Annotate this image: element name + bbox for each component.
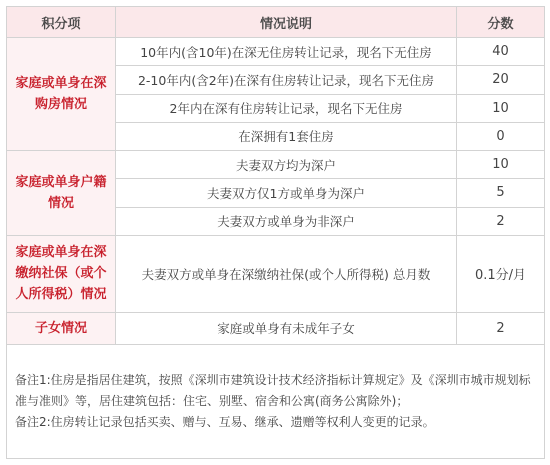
table-header-row bbox=[7, 7, 545, 38]
row-description: 夫妻双方或单身为非深户 bbox=[116, 207, 457, 235]
row-score: 5 bbox=[457, 179, 545, 207]
row-description: 家庭或单身有未成年子女 bbox=[116, 312, 457, 344]
row-score: 20 bbox=[457, 66, 545, 94]
row-description: 夫妻双方仅1方或单身为深户 bbox=[116, 179, 457, 207]
row-score: 10 bbox=[457, 94, 545, 122]
notes-row bbox=[7, 344, 545, 458]
note-1: 备注1:住房是指居住建筑，按照《深圳市建筑设计技术经济指标计算规定》及《深圳市城市规划标准与准则》等，居住建筑包括：住宅、别墅、宿舍和公寓(商务公寓除外)； bbox=[15, 372, 531, 408]
row-description: 2年内在深有住房转让记录，现名下无住房 bbox=[116, 94, 457, 122]
note-2: 备注2:住房转让记录包括买卖、赠与、互易、继承、遗赠等权利人变更的记录。 bbox=[15, 414, 435, 429]
row-score: 2 bbox=[457, 312, 545, 344]
category-children: 子女情况 bbox=[7, 312, 116, 344]
row-score: 10 bbox=[457, 151, 545, 179]
row-description: 夫妻双方或单身在深缴纳社保(或个人所得税) 总月数 bbox=[116, 235, 457, 312]
row-score: 0 bbox=[457, 122, 545, 150]
row-description: 夫妻双方均为深户 bbox=[116, 151, 457, 179]
row-score: 0.1分/月 bbox=[457, 235, 545, 312]
table-row bbox=[7, 38, 545, 66]
row-description: 10年内(含10年)在深无住房转让记录，现名下无住房 bbox=[116, 38, 457, 66]
header-category: 积分项 bbox=[7, 7, 116, 38]
table-row bbox=[7, 312, 545, 344]
row-description: 在深拥有1套住房 bbox=[116, 122, 457, 150]
row-score: 40 bbox=[457, 38, 545, 66]
row-score: 2 bbox=[457, 207, 545, 235]
category-hukou: 家庭或单身户籍情况 bbox=[7, 151, 116, 236]
row-description: 2-10年内(含2年)在深有住房转让记录，现名下无住房 bbox=[116, 66, 457, 94]
header-description: 情况说明 bbox=[116, 7, 457, 38]
points-table bbox=[6, 6, 545, 459]
category-social-security: 家庭或单身在深缴纳社保（或个人所得税）情况 bbox=[7, 235, 116, 312]
table-row bbox=[7, 151, 545, 179]
category-housing: 家庭或单身在深购房情况 bbox=[7, 38, 116, 151]
notes-cell bbox=[7, 344, 545, 458]
table-row bbox=[7, 235, 545, 312]
header-score: 分数 bbox=[457, 7, 545, 38]
